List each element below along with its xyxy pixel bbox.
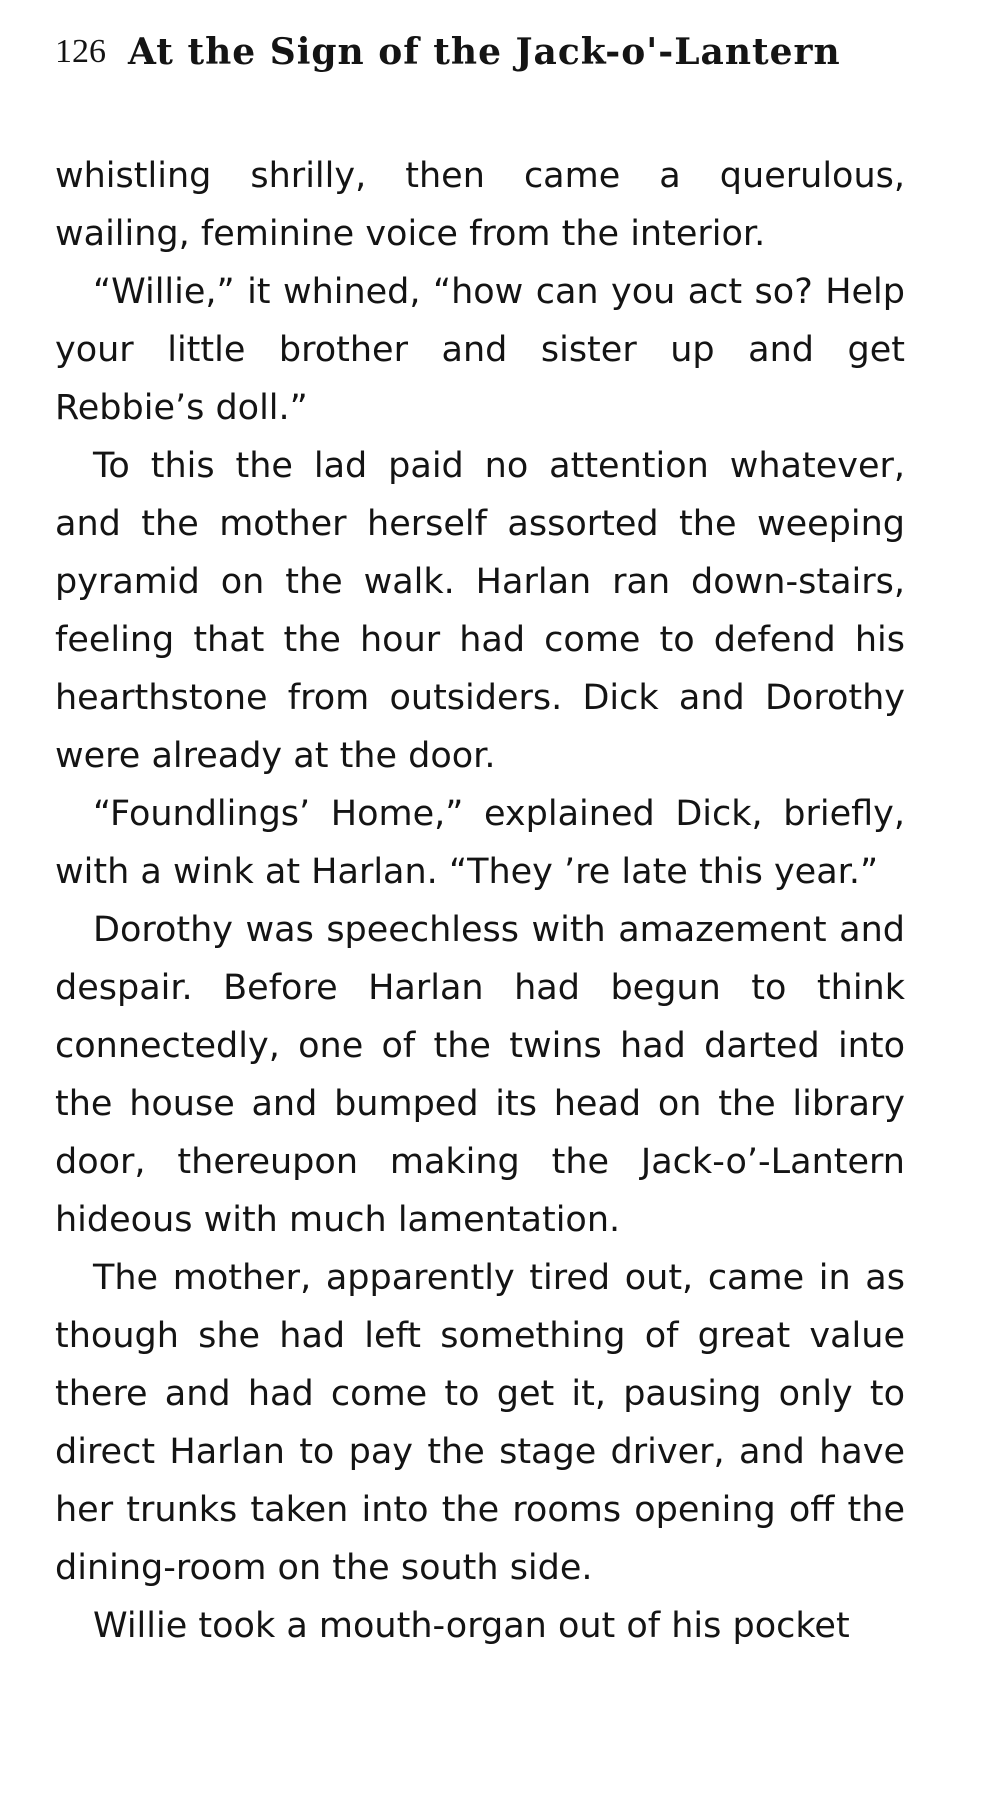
paragraph: Willie took a mouth-organ out of his pocket [93, 1606, 850, 1646]
paragraph: “Willie,” it whined, “how can you act so? Help your little brother and sister up and get Rebbie’s doll.” [55, 272, 905, 428]
running-title: At the Sign of the Jack-o'-Lantern [128, 31, 841, 73]
paragraph: To this the lad paid no attention whatever, and the mother herself assorted the weeping pyramid on the walk. Harlan ran down-stairs, feeling that the hour had come to defend his hearthstone from outsiders. Dick and Dorothy were already at the door. [55, 446, 905, 776]
paragraph: “Foundlings’ Home,” explained Dick, briefly, with a wink at Harlan. “They ’re late this year.” [55, 794, 905, 892]
body-text [55, 147, 905, 1655]
running-head [55, 22, 935, 82]
paragraph: Dorothy was speechless with amazement and despair. Before Harlan had begun to think connectedly, one of the twins had darted into the house and bumped its head on the library door, thereupon making the Jack-o’-Lantern hideous with much lamentation. [55, 910, 905, 1240]
paragraph: The mother, apparently tired out, came in as though she had left something of great value there and had come to get it, pausing only to direct Harlan to pay the stage driver, and have her trunks taken into the rooms opening off the dining-room on the south side. [55, 1258, 905, 1588]
paragraph: whistling shrilly, then came a querulous, wailing, feminine voice from the interior. [55, 156, 905, 254]
page-number: 126 [55, 33, 106, 70]
